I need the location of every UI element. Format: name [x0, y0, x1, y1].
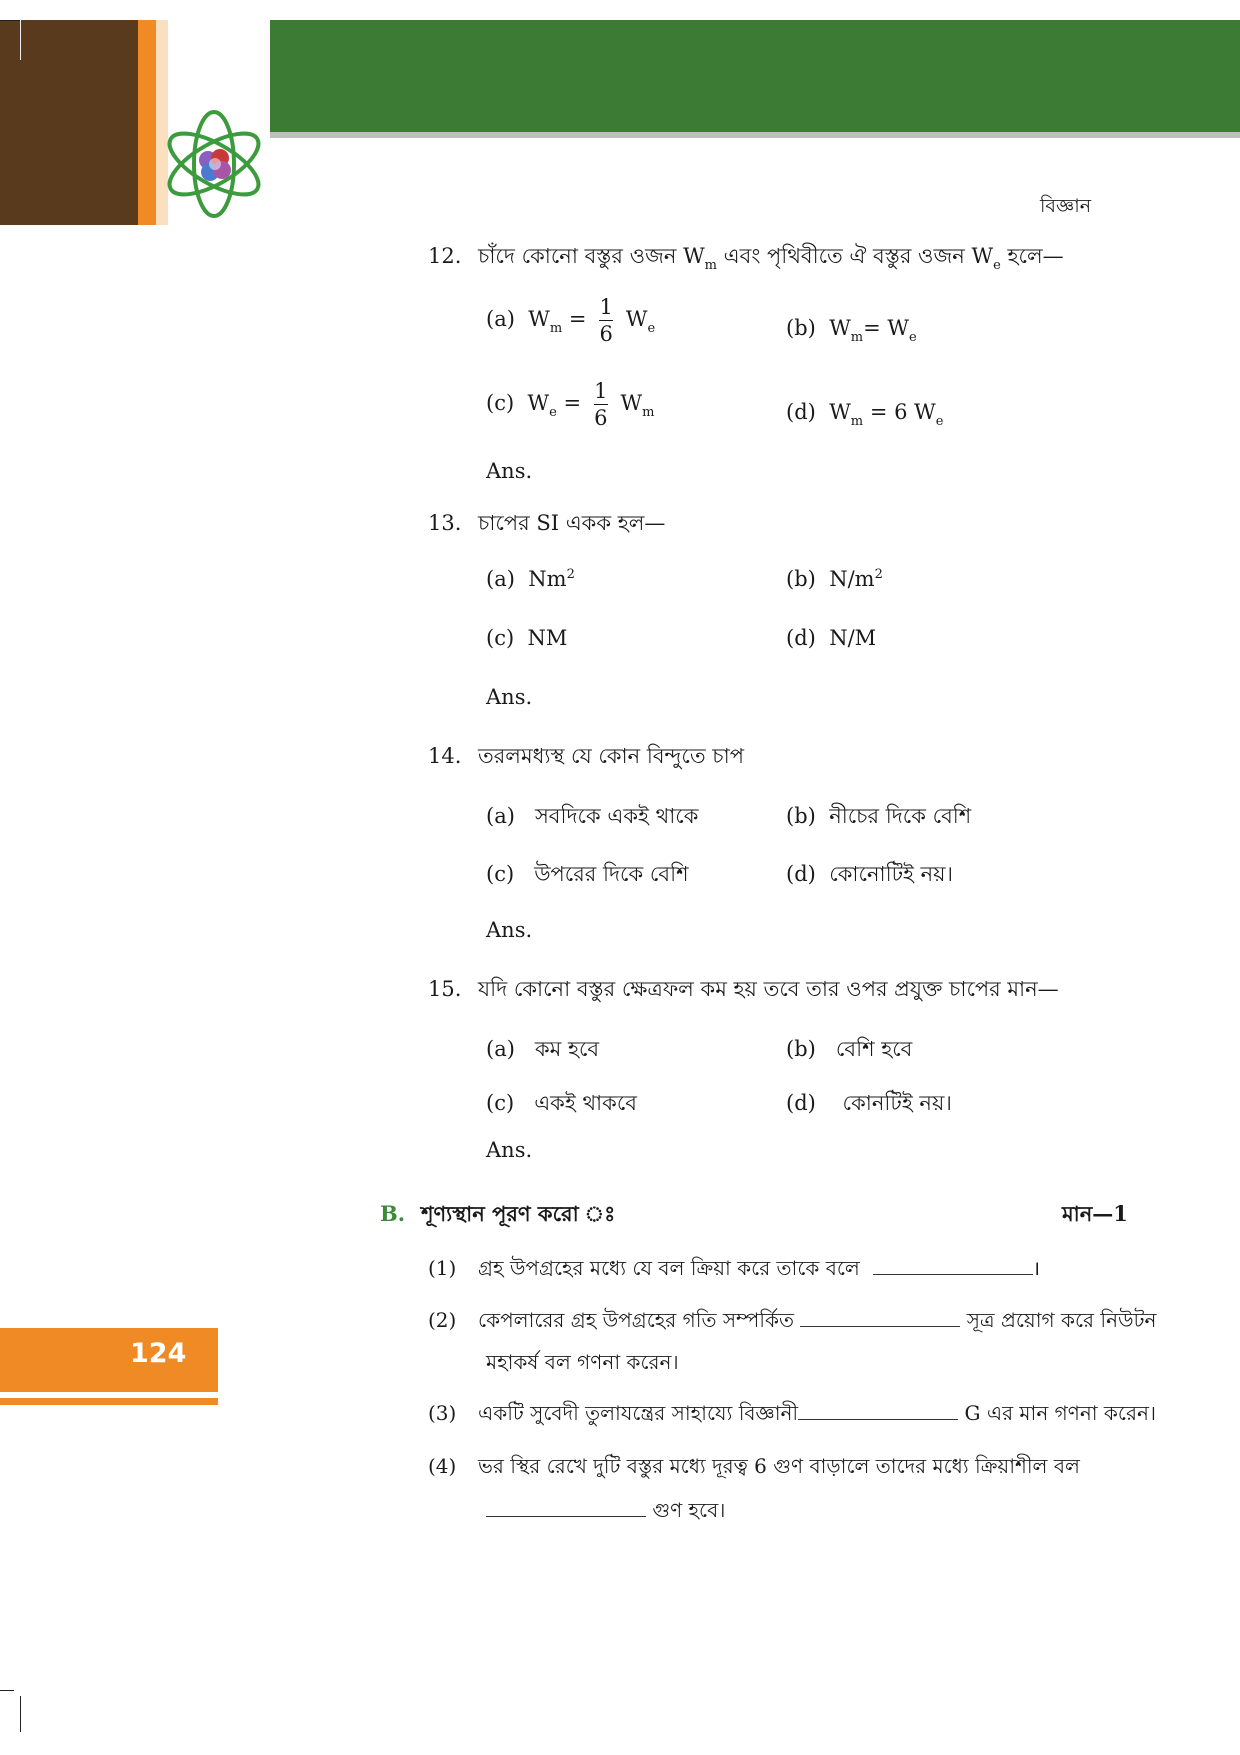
superscript: 2: [874, 567, 883, 582]
crop-mark-top-vertical: [20, 20, 21, 60]
denominator: 6: [594, 406, 608, 431]
item-text: গ্রহ উপগ্রহের মধ্যে যে বল ক্রিয়া করে তাকে বলে: [478, 1256, 860, 1280]
symbol: W: [625, 307, 648, 332]
subscript: e: [993, 258, 1001, 273]
subscript: e: [647, 321, 656, 337]
subscript: m: [642, 405, 655, 421]
option-15c: [486, 1087, 637, 1122]
atom-logo-icon: [160, 100, 272, 230]
symbol: W: [829, 316, 851, 340]
header-green-banner: [270, 20, 1240, 132]
item-text: সূত্র প্রয়োগ করে নিউটন: [966, 1308, 1157, 1332]
symbol: W: [620, 391, 643, 416]
denominator: 6: [599, 322, 613, 347]
blank-line: [486, 1498, 646, 1517]
option-text: N/m: [829, 567, 875, 591]
option-12d: [786, 400, 943, 429]
fraction: [594, 380, 608, 429]
section-b-heading: [380, 1198, 615, 1233]
fill-blank-2-line2: মহাকর্ষ বল গণনা করেন।: [486, 1350, 679, 1374]
question-text: যদি কোনো বস্তুর ক্ষেত্রফল কম হয় তবে তার ওপর প্রযুক্ত চাপের মান—: [478, 977, 1059, 1001]
option-14c: [486, 858, 689, 893]
item-text: ।: [1032, 1256, 1041, 1280]
option-text: NM: [527, 626, 568, 650]
option-text: N/M: [829, 626, 877, 650]
answer-label-12: Ans.: [486, 459, 533, 483]
crop-mark-bottom-vertical: [20, 1696, 21, 1732]
option-13a: [486, 567, 575, 591]
numerator: 1: [599, 295, 613, 319]
equals: =: [563, 391, 582, 416]
answer-label-14: Ans.: [486, 918, 533, 942]
option-12a: [486, 296, 655, 345]
question-12: [428, 240, 1064, 275]
option-text: কোনটিই নয়।: [842, 1091, 952, 1115]
subscript: e: [549, 405, 557, 421]
numerator: 1: [594, 379, 608, 403]
equals: =: [568, 307, 587, 332]
question-14: [428, 740, 744, 775]
question-text: তরলমধ্যস্থ যে কোন বিন্দুতে চাপ: [478, 744, 744, 768]
question-text-part: এবং পৃথিবীতে ঐ বস্তুর ওজন W: [717, 244, 994, 268]
subscript: m: [549, 321, 563, 337]
question-number: 13.: [428, 511, 462, 535]
fill-blank-2: [428, 1306, 1156, 1339]
crop-mark-top: [0, 20, 20, 21]
item-text: ভর স্থির রেখে দুটি বস্তুর মধ্যে দূরত্ব 6 গুণ বাড়ালে তাদের মধ্যে ক্রিয়াশীল বল: [478, 1454, 1080, 1478]
question-number: 12.: [428, 244, 462, 268]
option-15d: [786, 1087, 952, 1122]
header-grey-rule: [270, 132, 1240, 138]
crop-mark-bottom: [0, 1690, 14, 1691]
page-tab-underline: [0, 1398, 218, 1405]
equals: = W: [863, 316, 909, 340]
item-text: G এর মান গণনা করেন।: [964, 1401, 1157, 1425]
symbol: W: [527, 391, 550, 416]
question-number: 14.: [428, 744, 462, 768]
option-text: নীচের দিকে বেশি: [829, 804, 972, 828]
option-text: একই থাকবে: [534, 1091, 637, 1115]
page-number: 124: [130, 1338, 187, 1369]
item-number: (4): [428, 1454, 457, 1478]
symbol: W: [829, 400, 851, 424]
option-13d: [786, 626, 876, 650]
item-text: একটি সুবেদী তুলাযন্ত্রের সাহায্যে বিজ্ঞানী: [478, 1401, 799, 1425]
subscript: e: [935, 414, 944, 429]
question-text-part: হলে—: [1000, 244, 1064, 268]
option-label: (c): [486, 1091, 515, 1115]
option-15b: [786, 1033, 912, 1068]
option-13c: [486, 626, 567, 650]
item-text: কেপলারের গ্রহ উপগ্রহের গতি সম্পর্কিত: [478, 1308, 794, 1332]
option-label: (a): [486, 804, 515, 828]
subscript: m: [850, 330, 864, 345]
answer-label-13: Ans.: [486, 685, 533, 709]
option-label: (d): [786, 400, 816, 424]
question-15: [428, 973, 1059, 1008]
fraction: [599, 296, 613, 345]
blank-line: [800, 1308, 960, 1327]
question-number: 15.: [428, 977, 462, 1001]
option-label: (b): [786, 567, 816, 591]
subscript: m: [850, 414, 864, 429]
option-label: (b): [786, 804, 816, 828]
option-label: (a): [486, 1037, 515, 1061]
item-text: গুণ হবে।: [652, 1498, 726, 1522]
option-text: কম হবে: [534, 1037, 600, 1061]
subject-label: বিজ্ঞান: [1040, 195, 1092, 217]
item-number: (2): [428, 1308, 457, 1332]
option-label: (d): [786, 862, 816, 886]
fill-blank-3: [428, 1399, 1156, 1432]
symbol: W: [528, 307, 550, 332]
subscript: e: [908, 330, 917, 345]
option-14d: [786, 858, 953, 893]
question-13: [428, 507, 665, 542]
option-12c: [486, 380, 654, 429]
option-text: Nm: [528, 567, 567, 591]
section-letter: B.: [380, 1201, 406, 1226]
option-label: (c): [486, 391, 515, 416]
item-number: (1): [428, 1256, 457, 1280]
option-label: (b): [786, 316, 816, 340]
fill-blank-4: [428, 1452, 1128, 1485]
question-text-part: চাঁদে কোনো বস্তুর ওজন W: [478, 244, 705, 268]
item-number: (3): [428, 1401, 457, 1425]
blank-line: [798, 1401, 958, 1420]
option-14a: [486, 800, 698, 835]
answer-label-15: Ans.: [486, 1138, 533, 1162]
option-label: (a): [486, 307, 515, 332]
option-14b: [786, 800, 971, 835]
blank-line: [873, 1256, 1033, 1275]
header-orange-strip: [138, 20, 156, 225]
option-15a: [486, 1033, 599, 1068]
superscript: 2: [566, 567, 575, 582]
option-label: (b): [786, 1037, 816, 1061]
option-text: কোনোটিই নয়।: [829, 862, 954, 886]
option-label: (d): [786, 626, 816, 650]
equals: = 6 W: [869, 400, 936, 424]
option-text: বেশি হবে: [835, 1037, 913, 1061]
fill-blank-4-line2: [486, 1496, 725, 1529]
section-title: শূণ্যস্থান পূরণ করো ঃ: [421, 1201, 616, 1226]
option-text: উপরের দিকে বেশি: [534, 862, 689, 886]
fill-blank-1: [428, 1254, 1040, 1287]
option-label: (a): [486, 567, 515, 591]
option-13b: [786, 567, 883, 591]
option-label: (c): [486, 626, 515, 650]
option-12b: [786, 316, 917, 345]
question-text: চাপের SI একক হল—: [478, 511, 666, 535]
subscript: m: [704, 258, 717, 273]
option-label: (c): [486, 862, 515, 886]
option-label: (d): [786, 1091, 816, 1115]
option-text: সবদিকে একই থাকে: [534, 804, 699, 828]
section-marks: মান—1: [1062, 1201, 1128, 1226]
